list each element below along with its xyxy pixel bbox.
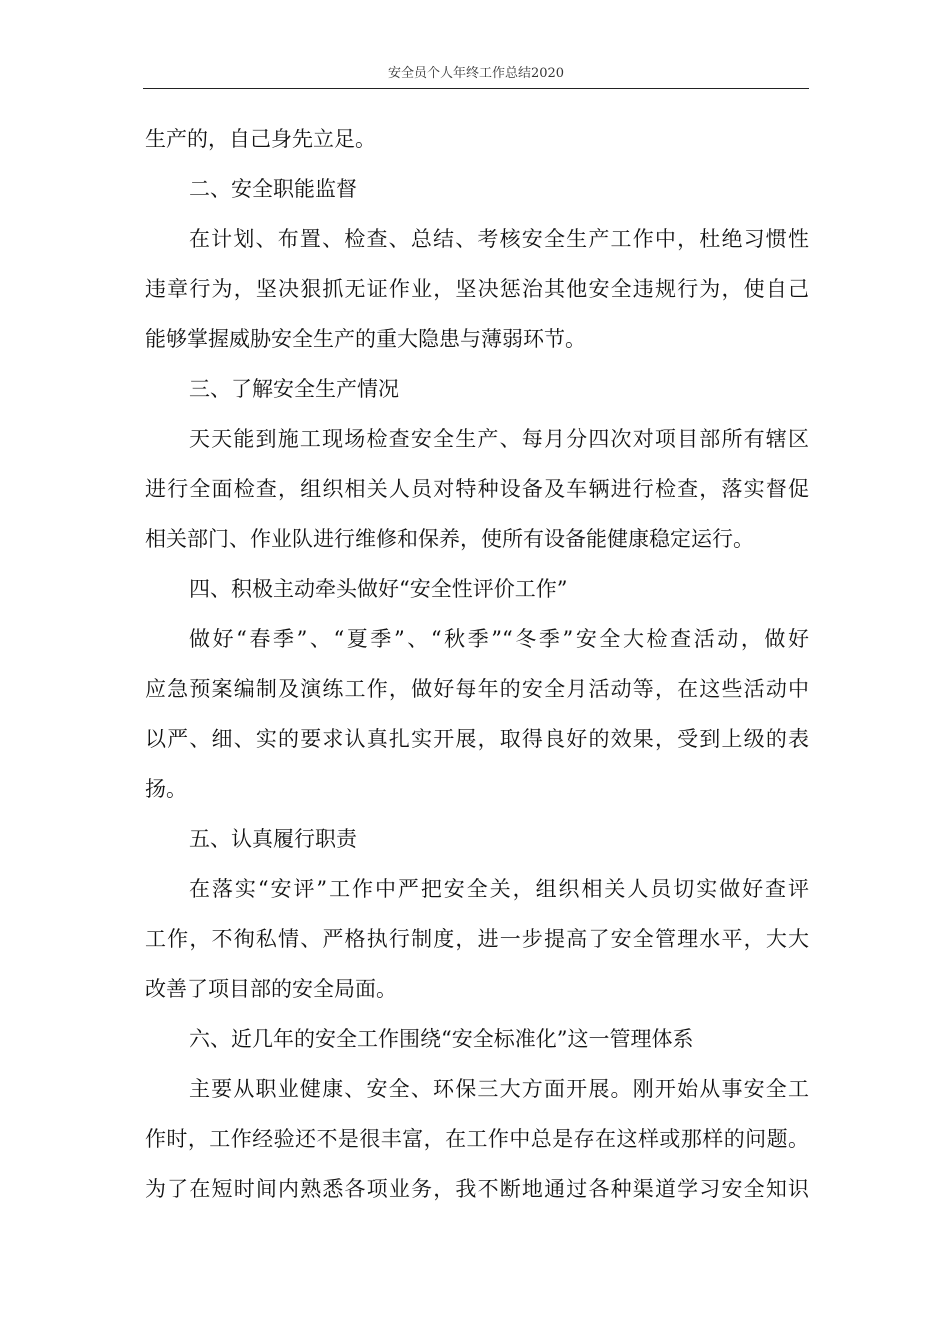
page-header — [143, 64, 809, 89]
text-line: 扬。 — [145, 777, 187, 801]
section-heading: 四、积极主动牵头做好“安全性评价工作” — [189, 577, 568, 601]
document-body — [145, 114, 809, 1214]
text-line: 应急预案编制及演练工作，做好每年的安全月活动等，在这些活动中 — [145, 677, 809, 701]
section-heading: 六、近几年的安全工作围绕“安全标准化”这一管理体系 — [189, 1027, 694, 1051]
text-line: 生产的，自己身先立足。 — [145, 127, 376, 151]
text-line: 进行全面检查，组织相关人员对特种设备及车辆进行检查，落实督促 — [145, 477, 809, 501]
text-line: 天天能到施工现场检查安全生产、每月分四次对项目部所有辖区 — [189, 427, 809, 451]
text-line: 作时，工作经验还不是很丰富，在工作中总是存在这样或那样的问题。 — [145, 1127, 809, 1151]
text-line: 能够掌握威胁安全生产的重大隐患与薄弱环节。 — [145, 327, 586, 351]
section-heading: 五、认真履行职责 — [189, 827, 357, 851]
text-line: 为了在短时间内熟悉各项业务，我不断地通过各种渠道学习安全知识 — [145, 1177, 809, 1201]
text-line: 在计划、布置、检查、总结、考核安全生产工作中，杜绝习惯性 — [189, 227, 809, 251]
text-line: 工作，不徇私情、严格执行制度，进一步提高了安全管理水平，大大 — [145, 927, 809, 951]
text-line: 改善了项目部的安全局面。 — [145, 977, 397, 1001]
section-heading: 二、安全职能监督 — [189, 177, 357, 201]
text-line: 以严、细、实的要求认真扎实开展，取得良好的效果，受到上级的表 — [145, 727, 809, 751]
text-line: 相关部门、作业队进行维修和保养，使所有设备能健康稳定运行。 — [145, 527, 754, 551]
header-title: 安全员个人年终工作总结2020 — [387, 66, 565, 81]
section-heading: 三、了解安全生产情况 — [189, 377, 399, 401]
text-line: 在落实“安评”工作中严把安全关，组织相关人员切实做好查评 — [189, 877, 809, 901]
text-line: 做好“春季”、“夏季”、“秋季”“冬季”安全大检查活动，做好 — [189, 627, 809, 651]
text-line: 违章行为，坚决狠抓无证作业，坚决惩治其他安全违规行为，使自己 — [145, 277, 809, 301]
text-line: 主要从职业健康、安全、环保三大方面开展。刚开始从事安全工 — [189, 1077, 809, 1101]
